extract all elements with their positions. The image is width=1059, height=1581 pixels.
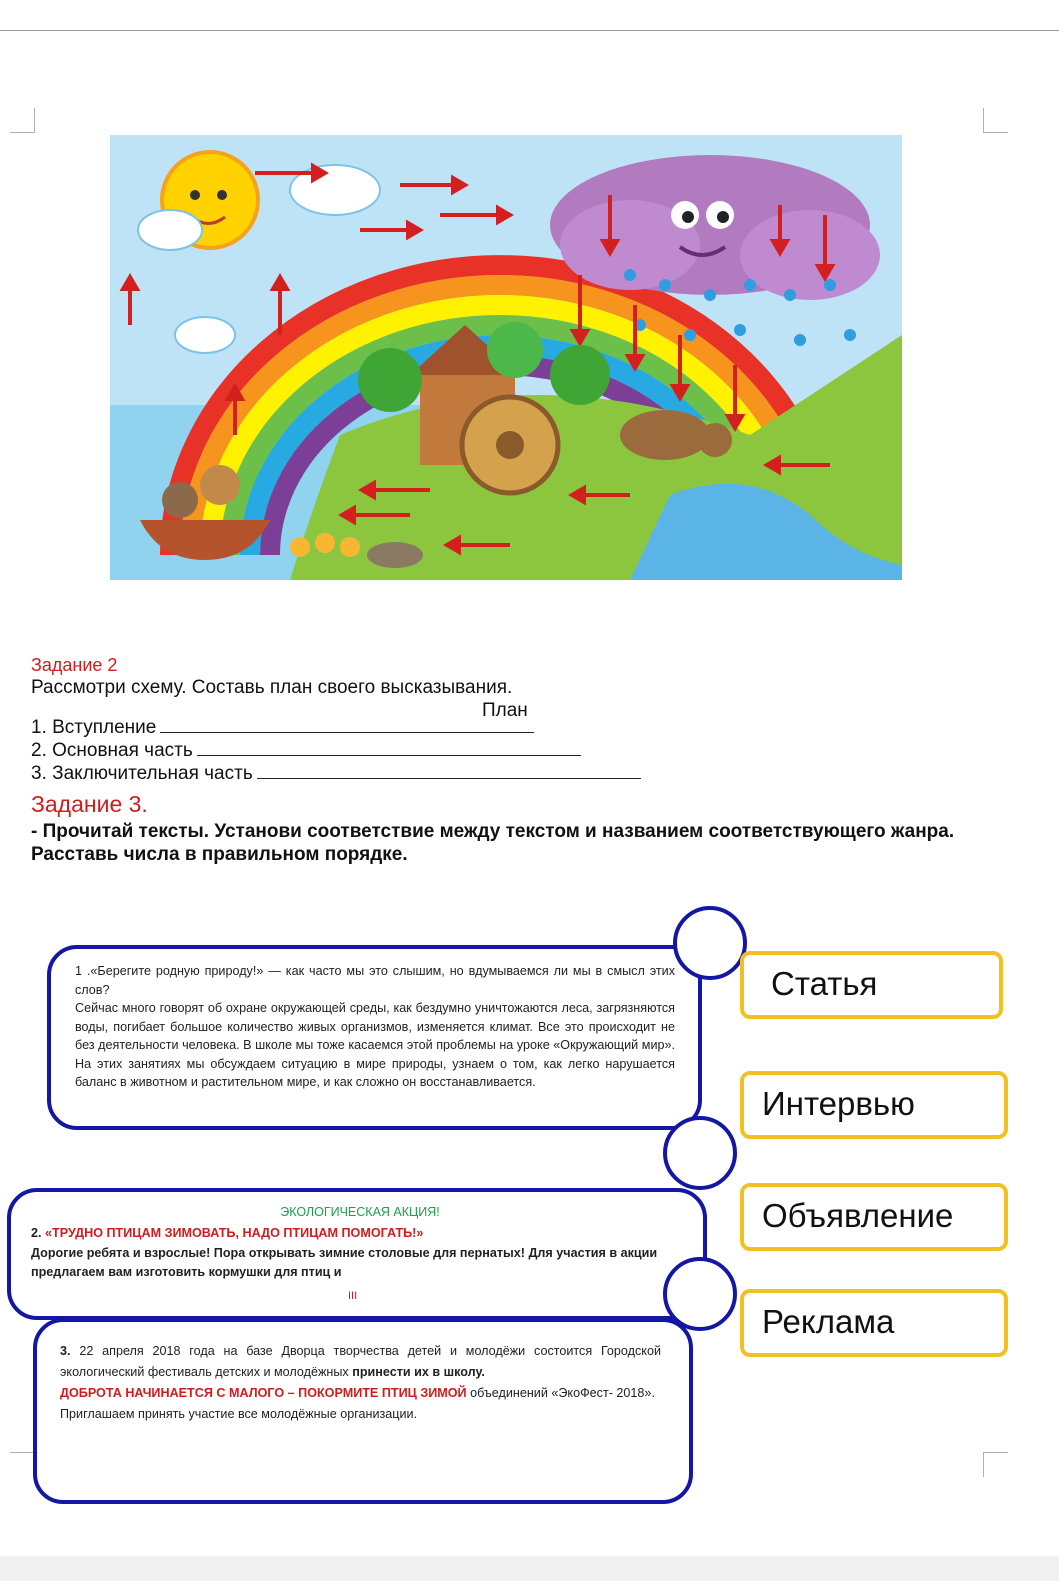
- plan-item: 1. Вступление: [31, 717, 534, 739]
- text-2-mark: III: [348, 1290, 358, 1302]
- text-3-body: [60, 1341, 661, 1425]
- plan-item: 2. Основная часть: [31, 740, 581, 762]
- text-2-body: Дорогие ребята и взрослые! Пора открывать зимние столовые для пернатых! Для участия в акции предлагаем вам изготовить кормушки для птиц и: [31, 1246, 658, 1279]
- text-2-number: 2.: [31, 1226, 42, 1240]
- genre-announcement[interactable]: Объявление: [740, 1183, 1008, 1251]
- answer-blank[interactable]: [197, 741, 581, 756]
- genre-interview[interactable]: Интервью: [740, 1071, 1008, 1139]
- text-3-number: 3.: [60, 1344, 71, 1358]
- genre-advertisement[interactable]: Реклама: [740, 1289, 1008, 1357]
- text-1-body: [75, 962, 675, 1092]
- text-3-slogan: ДОБРОТА НАЧИНАЕТСЯ С МАЛОГО – ПОКОРМИТЕ ПТИЦ ЗИМОЙ: [60, 1386, 467, 1400]
- water-cycle-illustration: [110, 135, 902, 580]
- page-corner-mark: [10, 108, 35, 133]
- answer-blank[interactable]: [257, 764, 641, 779]
- plan-heading: План: [482, 700, 528, 721]
- answer-blank[interactable]: [160, 718, 534, 733]
- task3-instruction: - Прочитай тексты. Установи соответствие между текстом и названием соответствующего жанра. Расставь числа в правильном порядке.: [31, 821, 955, 865]
- page-corner-mark: [983, 108, 1008, 133]
- answer-circle[interactable]: [663, 1257, 737, 1331]
- text-3-part: объединений «ЭкоФест- 2018».: [470, 1386, 655, 1400]
- text-2-title: [31, 1224, 671, 1243]
- page-corner-mark: [10, 1452, 35, 1477]
- plan-item: 3. Заключительная часть: [31, 763, 641, 785]
- text-3-part: принести их в школу.: [352, 1365, 485, 1379]
- duck-icon: [367, 542, 423, 568]
- text-3-invite: Приглашаем принять участие все молодёжные организации.: [60, 1407, 418, 1421]
- text-3-part: 22 апреля 2018 года на базе Дворца творчества детей и молодёжи состоится Городской экологический фестиваль детских и молодёжных: [60, 1344, 661, 1379]
- task2-title: Задание 2: [31, 655, 118, 675]
- eco-action-header: ЭКОЛОГИЧЕСКАЯ АКЦИЯ!: [280, 1205, 440, 1219]
- answer-circle[interactable]: [673, 906, 747, 980]
- answer-circle[interactable]: [663, 1116, 737, 1190]
- task3-title: Задание 3.: [31, 791, 148, 817]
- page-corner-mark: [983, 1452, 1008, 1477]
- top-divider: [0, 30, 1059, 31]
- text-1-paragraph: Сейчас много говорят об охране окружающей среды, как бездумно уничтожаются леса, загрязняются воды, погибает большое количество живых организмов, изменяется климат. Все это происходит не без деятельности человека. В школе мы тоже касаемся этой проблемы на уроке «Окружающий мир». На этих занятиях мы обсуждаем ситуацию в мире природы, узнаем о том, как легко нарушается баланс в животном и растительном мире, и как сложно он восстанавливается.: [75, 1001, 675, 1089]
- genre-article[interactable]: Статья: [740, 951, 1003, 1019]
- task2-instruction: Рассмотри схему. Составь план своего высказывания.: [31, 677, 513, 698]
- bottom-strip: [0, 1556, 1059, 1581]
- text-1-lead: 1 .«Берегите родную природу!» — как часто мы это слышим, но вдумываемся ли мы в смысл этих слов?: [75, 964, 675, 997]
- text-2-slogan: «ТРУДНО ПТИЦАМ ЗИМОВАТЬ, НАДО ПТИЦАМ ПОМОГАТЬ!»: [45, 1226, 424, 1240]
